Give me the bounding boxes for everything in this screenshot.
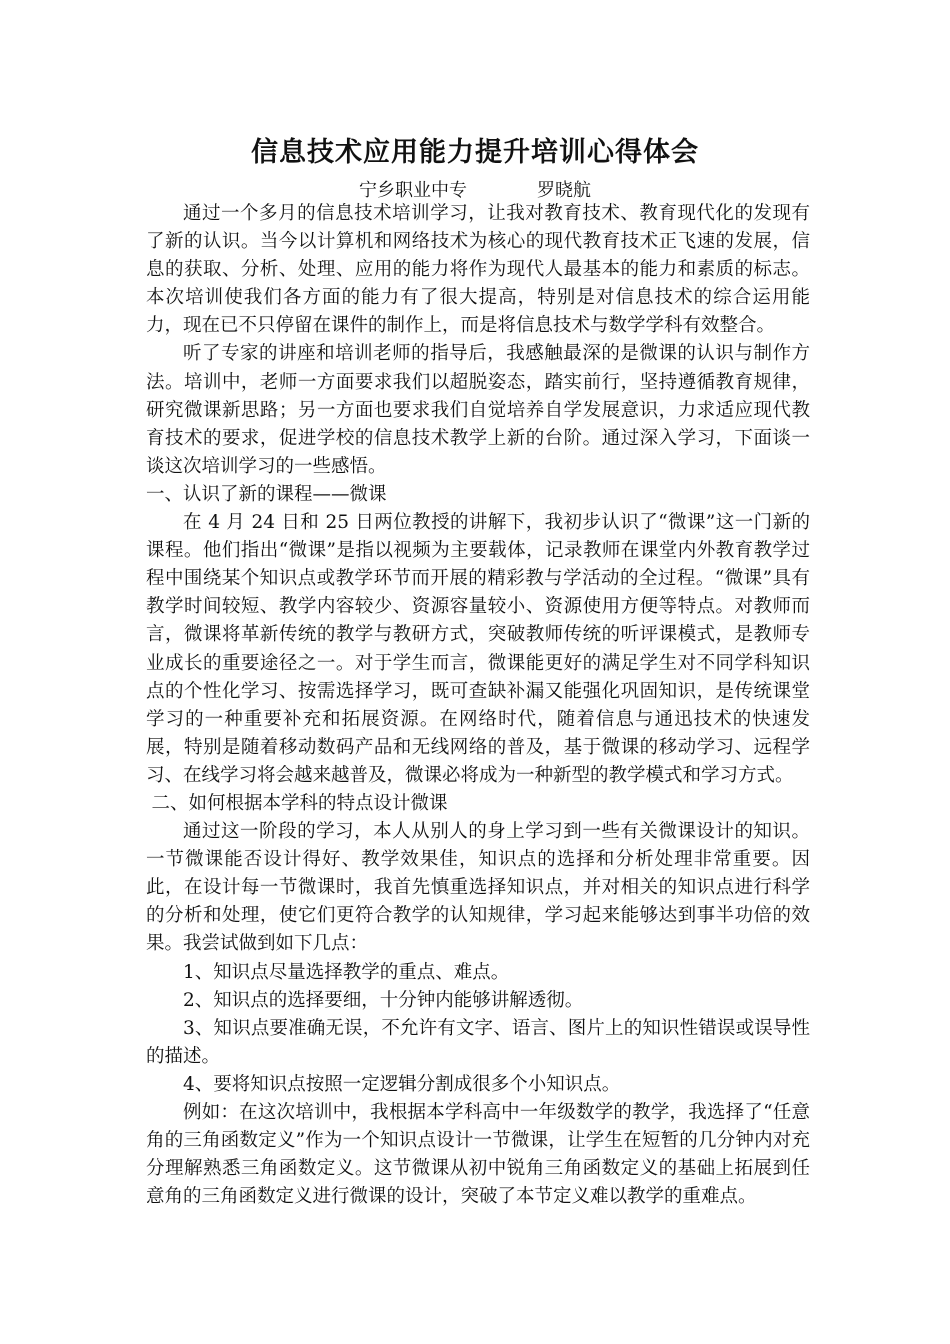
section-heading-1: 一、认识了新的课程——微课 [146,483,387,505]
list-item: 1、知识点尽量选择教学的重点、难点。 [183,961,510,983]
school-name: 宁乡职业中专 [359,180,467,201]
paragraph: 例如：在这次培训中，我根据本学科高中一年级数学的教学，我选择了“任意角的三角函数定义”作为一个知识点设计一节微课，让学生在短暂的几分钟内对充分理解熟悉三角函数定义。这节微课从初中锐角三角函数定义的基础上拓展到任意角的三角函数定义进行微课的设计，突破了本节定义难以教学的重难点。 [146,1102,810,1208]
paragraph: 在 4 月 24 日和 25 日两位教授的讲解下，我初步认识了“微课”这一门新的课程。他们指出“微课”是指以视频为主要载体，记录教师在课堂内外教育教学过程中围绕某个知识点或教学环节而开展的精彩教与学活动的全过程。“微课”具有教学时间较短、教学内容较少、资源容量较小、资源使用方便等特点。对教师而言，微课将革新传统的教学与教研方式，突破教师传统的听评课模式，是教师专业成长的重要途径之一。对于学生而言，微课能更好的满足学生对不同学科知识点的个性化学习、按需选择学习，既可查缺补漏又能强化巩固知识，是传统课堂学习的一种重要补充和拓展资源。在网络时代，随着信息与通迅技术的快速发展，特别是随着移动数码产品和无线网络的普及，基于微课的移动学习、远程学习、在线学习将会越来越普及，微课必将成为一种新型的教学模式和学习方式。 [146,512,810,786]
author-name: 罗晓航 [537,180,591,201]
paragraph: 通过一个多月的信息技术培训学习，让我对教育技术、教育现代化的发现有了新的认识。当今以计算机和网络技术为核心的现代教育技术正飞速的发展，信息的获取、分析、处理、应用的能力将作为现代人最基本的能力和素质的标志。本次培训使我们各方面的能力有了很大提高，特别是对信息技术的综合运用能力，现在已不只停留在课件的制作上，而是将信息技术与数学学科有效整合。 [146,203,810,337]
document-title: 信息技术应用能力提升培训心得体会 [251,137,699,168]
paragraph: 听了专家的讲座和培训老师的指导后，我感触最深的是微课的认识与制作方法。培训中，老师一方面要求我们以超脱姿态，踏实前行，坚持遵循教育规律，研究微课新思路；另一方面也要求我们自觉培养自学发展意识，力求适应现代教育技术的要求，促进学校的信息技术教学上新的台阶。通过深入学习，下面谈一谈这次培训学习的一些感悟。 [146,343,810,477]
document-body [146,200,810,1211]
list-item: 2、知识点的选择要细，十分钟内能够讲解透彻。 [183,989,584,1011]
list-item: 3、知识点要准确无误，不允许有文字、语言、图片上的知识性错误或误导性的描述。 [146,1017,810,1067]
byline [0,176,950,202]
list-item: 4、要将知识点按照一定逻辑分割成很多个小知识点。 [183,1073,621,1095]
section-heading-2: 二、如何根据本学科的特点设计微课 [151,792,448,814]
paragraph: 通过这一阶段的学习，本人从别人的身上学习到一些有关微课设计的知识。一节微课能否设计得好、教学效果佳，知识点的选择和分析处理非常重要。因此，在设计每一节微课时，我首先慎重选择知识点，并对相关的知识点进行科学的分析和处理，使它们更符合教学的认知规律，学习起来能够达到事半功倍的效果。我尝试做到如下几点： [146,821,810,955]
